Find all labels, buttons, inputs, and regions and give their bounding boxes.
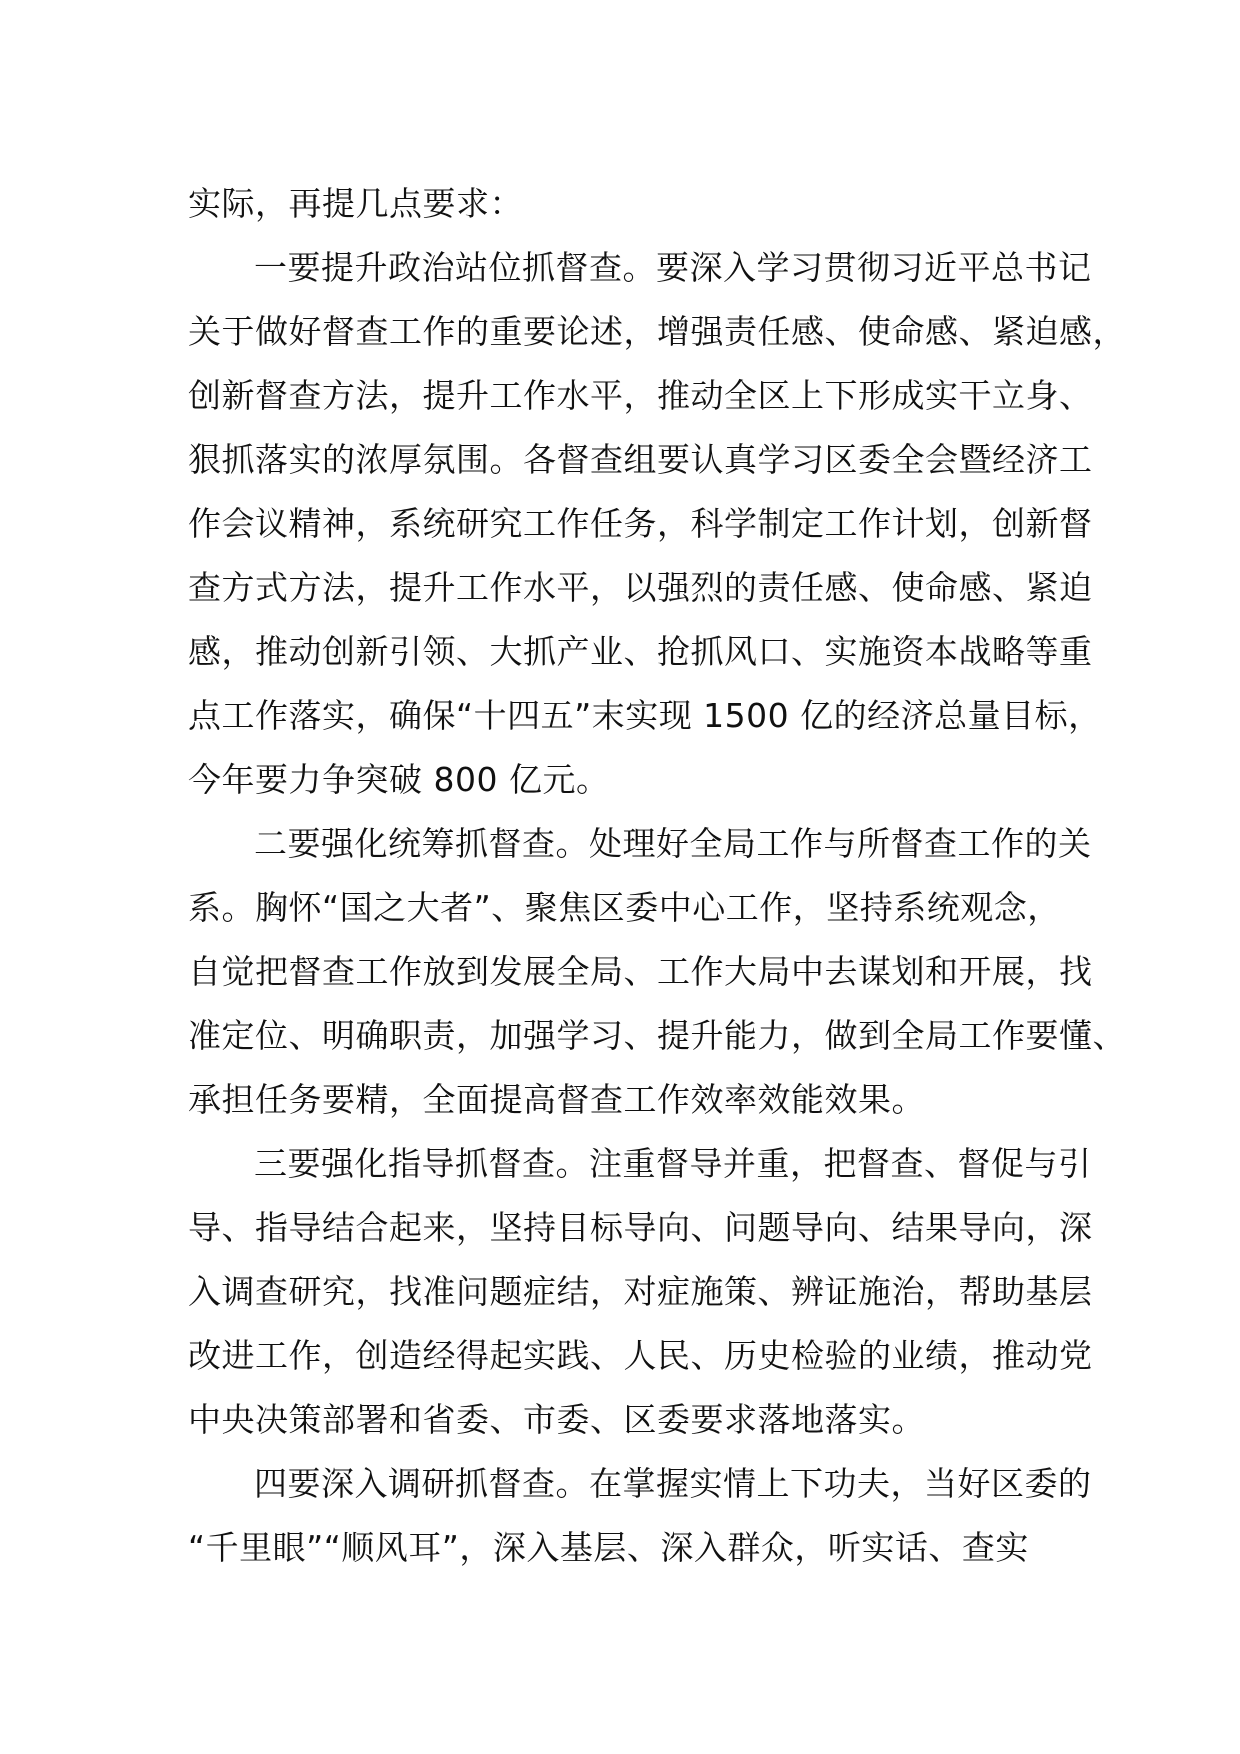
text-line: 改进工作，创造经得起实践、人民、历史检验的业绩，推动党 [188,1336,1093,1375]
text-line: 入调查研究，找准问题症结，对症施策、辨证施治，帮助基层 [188,1272,1093,1311]
text-line: 狠抓落实的浓厚氛围。各督查组要认真学习区委全会暨经济工 [188,440,1093,479]
text-line: 实际，再提几点要求： [188,184,523,223]
paragraph-1-heading-line: 一要提升政治站位抓督查。要深入学习贯彻习近平总书记 [254,248,1092,287]
text-line: 承担任务要精，全面提高督查工作效率效能效果。 [188,1080,925,1119]
text-line: 中央决策部署和省委、市委、区委要求落地落实。 [188,1400,925,1439]
text-line: 今年要力争突破 800 亿元。 [188,760,610,799]
text-line: 关于做好督查工作的重要论述，增强责任感、使命感、紧迫感， [188,312,1126,351]
text-line: 查方式方法，提升工作水平，以强烈的责任感、使命感、紧迫 [188,568,1093,607]
text-line: 准定位、明确职责，加强学习、提升能力，做到全局工作要懂、 [188,1016,1126,1055]
text-line: 点工作落实，确保“十四五”末实现 1500 亿的经济总量目标， [188,696,1102,735]
text-line: 感，推动创新引领、大抓产业、抢抓风口、实施资本战略等重 [188,632,1093,671]
text-line: 导、指导结合起来，坚持目标导向、问题导向、结果导向，深 [188,1208,1093,1247]
paragraph-3-heading-line: 三要强化指导抓督查。注重督导并重，把督查、督促与引 [254,1144,1092,1183]
paragraph-4-heading-line: 四要深入调研抓督查。在掌握实情上下功夫，当好区委的 [254,1464,1092,1503]
text-line: 自觉把督查工作放到发展全局、工作大局中去谋划和开展，找 [188,952,1093,991]
body-text [188,172,1126,1580]
text-line: 系。胸怀“国之大者”、聚焦区委中心工作，坚持系统观念， [188,888,1061,927]
text-line: 作会议精神，系统研究工作任务，科学制定工作计划，创新督 [188,504,1093,543]
text-line: 创新督查方法，提升工作水平，推动全区上下形成实干立身、 [188,376,1093,415]
text-line: “千里眼”“顺风耳”，深入基层、深入群众，听实话、查实 [188,1528,1029,1567]
paragraph-2-heading-line: 二要强化统筹抓督查。处理好全局工作与所督查工作的关 [254,824,1092,863]
